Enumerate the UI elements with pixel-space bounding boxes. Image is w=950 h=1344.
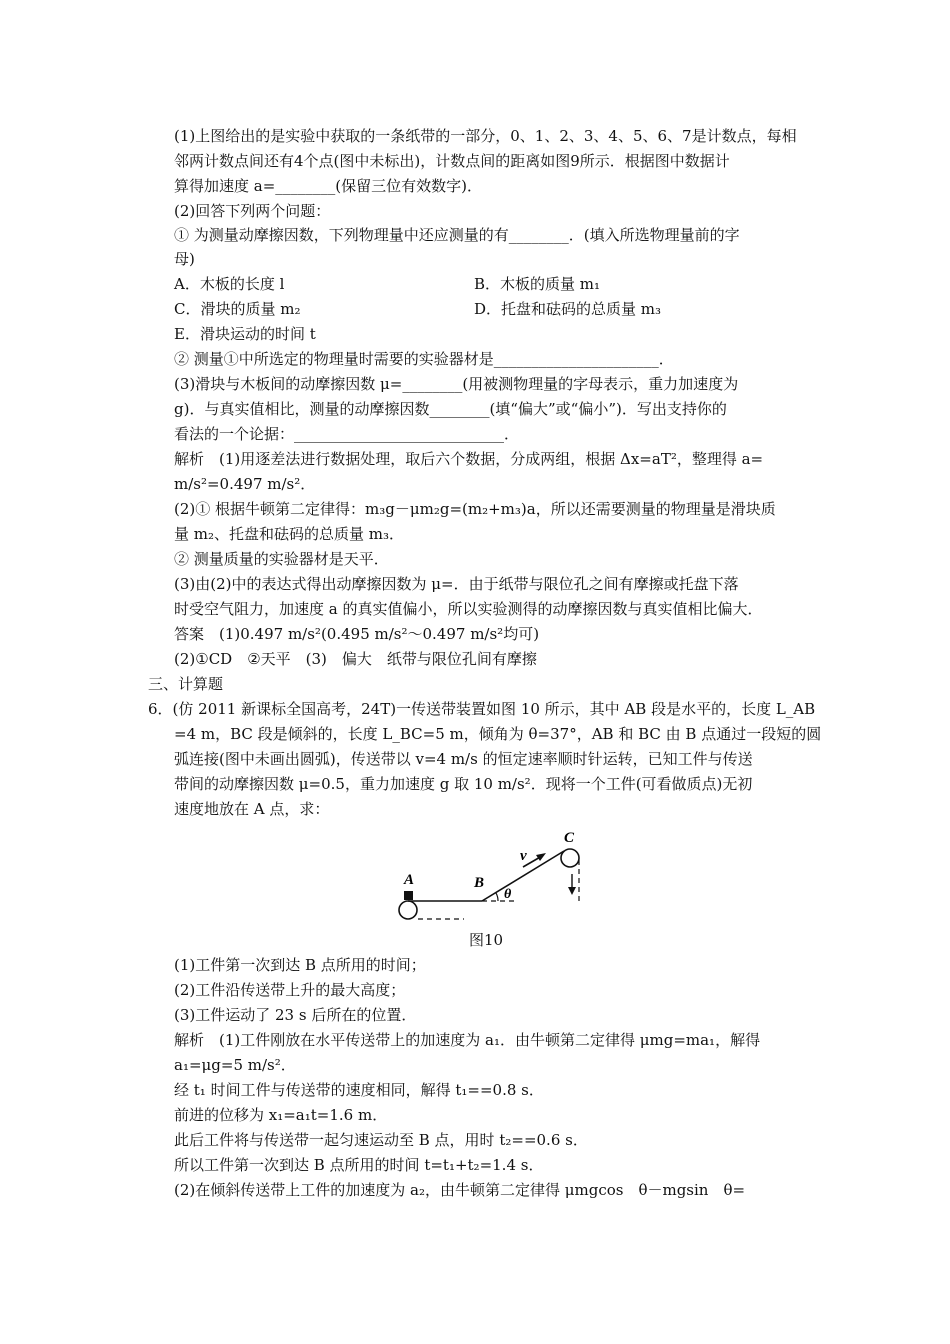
- section-heading: 三、计算题: [148, 675, 224, 693]
- text-line: 邻两计数点间还有4个点(图中未标出)，计数点间的距离如图9所示．根据图中数据计: [174, 152, 730, 170]
- solution-line: ② 测量质量的实验器材是天平．: [174, 550, 389, 568]
- label-b: B: [474, 875, 485, 891]
- problem-line: 带间的动摩擦因数 μ=0.5，重力加速度 g 取 10 m/s²．现将一个工件(可看做质点)无初: [174, 775, 753, 793]
- question-line: (1)工件第一次到达 B 点所用的时间；: [174, 956, 426, 974]
- text-line: (3)滑块与木板间的动摩擦因数 μ=________(用被测物理量的字母表示，重力加速度为: [174, 375, 739, 393]
- text-line: 母): [174, 250, 195, 268]
- figure-caption: 图10: [469, 931, 504, 949]
- solution-line: (2)① 根据牛顿第二定律得：m₃g－μm₂g=(m₂+m₃)a，所以还需要测量的物理量是滑块质: [174, 500, 776, 518]
- solution-line: (2)在倾斜传送带上工件的加速度为 a₂，由牛顿第二定律得 μmgcos θ－mgsin θ=: [174, 1181, 746, 1199]
- label-a: A: [404, 872, 415, 888]
- solution-line: (3)由(2)中的表达式得出动摩擦因数为 μ=．由于纸带与限位孔之间有摩擦或托盘下落: [174, 575, 739, 593]
- solution-line: 所以工件第一次到达 B 点所用的时间 t=t₁+t₂=1.4 s．: [174, 1156, 544, 1174]
- workpiece: [404, 891, 413, 900]
- option-e: E．滑块运动的时间 t: [174, 325, 316, 343]
- option-c: C．滑块的质量 m₂: [174, 300, 301, 318]
- text-line: 算得加速度 a=________(保留三位有效数字)．: [174, 177, 482, 195]
- answer-line: 答案 (1)0.497 m/s²(0.495 m/s²～0.497 m/s²均可): [174, 625, 540, 643]
- option-d: D．托盘和砝码的总质量 m₃: [474, 300, 662, 318]
- text-line: (1)上图给出的是实验中获取的一条纸带的一部分，0、1、2、3、4、5、6、7是计数点，每相: [174, 127, 797, 145]
- text-line: ① 为测量动摩擦因数，下列物理量中还应测量的有________．(填入所选物理量前的字: [174, 226, 740, 244]
- velocity-arrowhead: [536, 853, 546, 861]
- label-v: v: [520, 848, 527, 864]
- answer-line: (2)①CD ②天平 (3) 偏大 纸带与限位孔间有摩擦: [174, 650, 537, 668]
- solution-line: 解析 (1)工件刚放在水平传送带上的加速度为 a₁．由牛顿第二定律得 μmg=ma₁，解得: [174, 1031, 761, 1049]
- question-line: (2)工件沿传送带上升的最大高度；: [174, 981, 406, 999]
- option-a: A．木板的长度 l: [174, 275, 285, 293]
- pulley-a: [399, 901, 417, 919]
- problem-line: 速度地放在 A 点，求：: [174, 800, 330, 818]
- solution-line: 前进的位移为 x₁=a₁t=1.6 m．: [174, 1106, 388, 1124]
- solution-line: 量 m₂、托盘和砝码的总质量 m₃．: [174, 525, 405, 543]
- problem-line: 弧连接(图中未画出圆弧)，传送带以 v=4 m/s 的恒定速率顺时针运转，已知工件与传送: [174, 750, 753, 768]
- conveyor-diagram: [390, 822, 590, 924]
- text-line: ② 测量①中所选定的物理量时需要的实验器材是______________________．: [174, 350, 674, 368]
- question-line: (3)工件运动了 23 s 后所在的位置．: [174, 1006, 417, 1024]
- solution-line: m/s²=0.497 m/s²．: [174, 475, 316, 493]
- option-b: B．木板的质量 m₁: [474, 275, 601, 293]
- solution-line: 此后工件将与传送带一起匀速运动至 B 点，用时 t₂==0.6 s．: [174, 1131, 588, 1149]
- solution-line: 经 t₁ 时间工件与传送带的速度相同，解得 t₁==0.8 s．: [174, 1081, 544, 1099]
- solution-line: a₁=μg=5 m/s²．: [174, 1056, 296, 1074]
- problem-line: =4 m，BC 段是倾斜的，长度 L_BC=5 m，倾角为 θ=37°，AB 和 BC 由 B 点通过一段短的圆: [174, 725, 822, 743]
- angle-arc: [496, 893, 498, 901]
- text-line: g)．与真实值相比，测量的动摩擦因数________(填“偏大”或“偏小”)．写出支持你的: [174, 400, 727, 418]
- solution-line: 时受空气阻力，加速度 a 的真实值偏小，所以实验测得的动摩擦因数与真实值相比偏大．: [174, 600, 763, 618]
- label-theta: θ: [504, 887, 512, 902]
- down-arrowhead: [568, 887, 576, 895]
- label-c: C: [564, 830, 575, 846]
- problem-line: 6．(仿 2011 新课标全国高考，24T)一传送带装置如图 10 所示，其中 AB 段是水平的，长度 L_AB: [148, 700, 816, 718]
- solution-line: 解析 (1)用逐差法进行数据处理，取后六个数据，分成两组，根据 Δx=aT²，整理得 a=: [174, 450, 764, 468]
- text-line: (2)回答下列两个问题：: [174, 202, 331, 220]
- text-line: 看法的一个论据：____________________________．: [174, 425, 520, 443]
